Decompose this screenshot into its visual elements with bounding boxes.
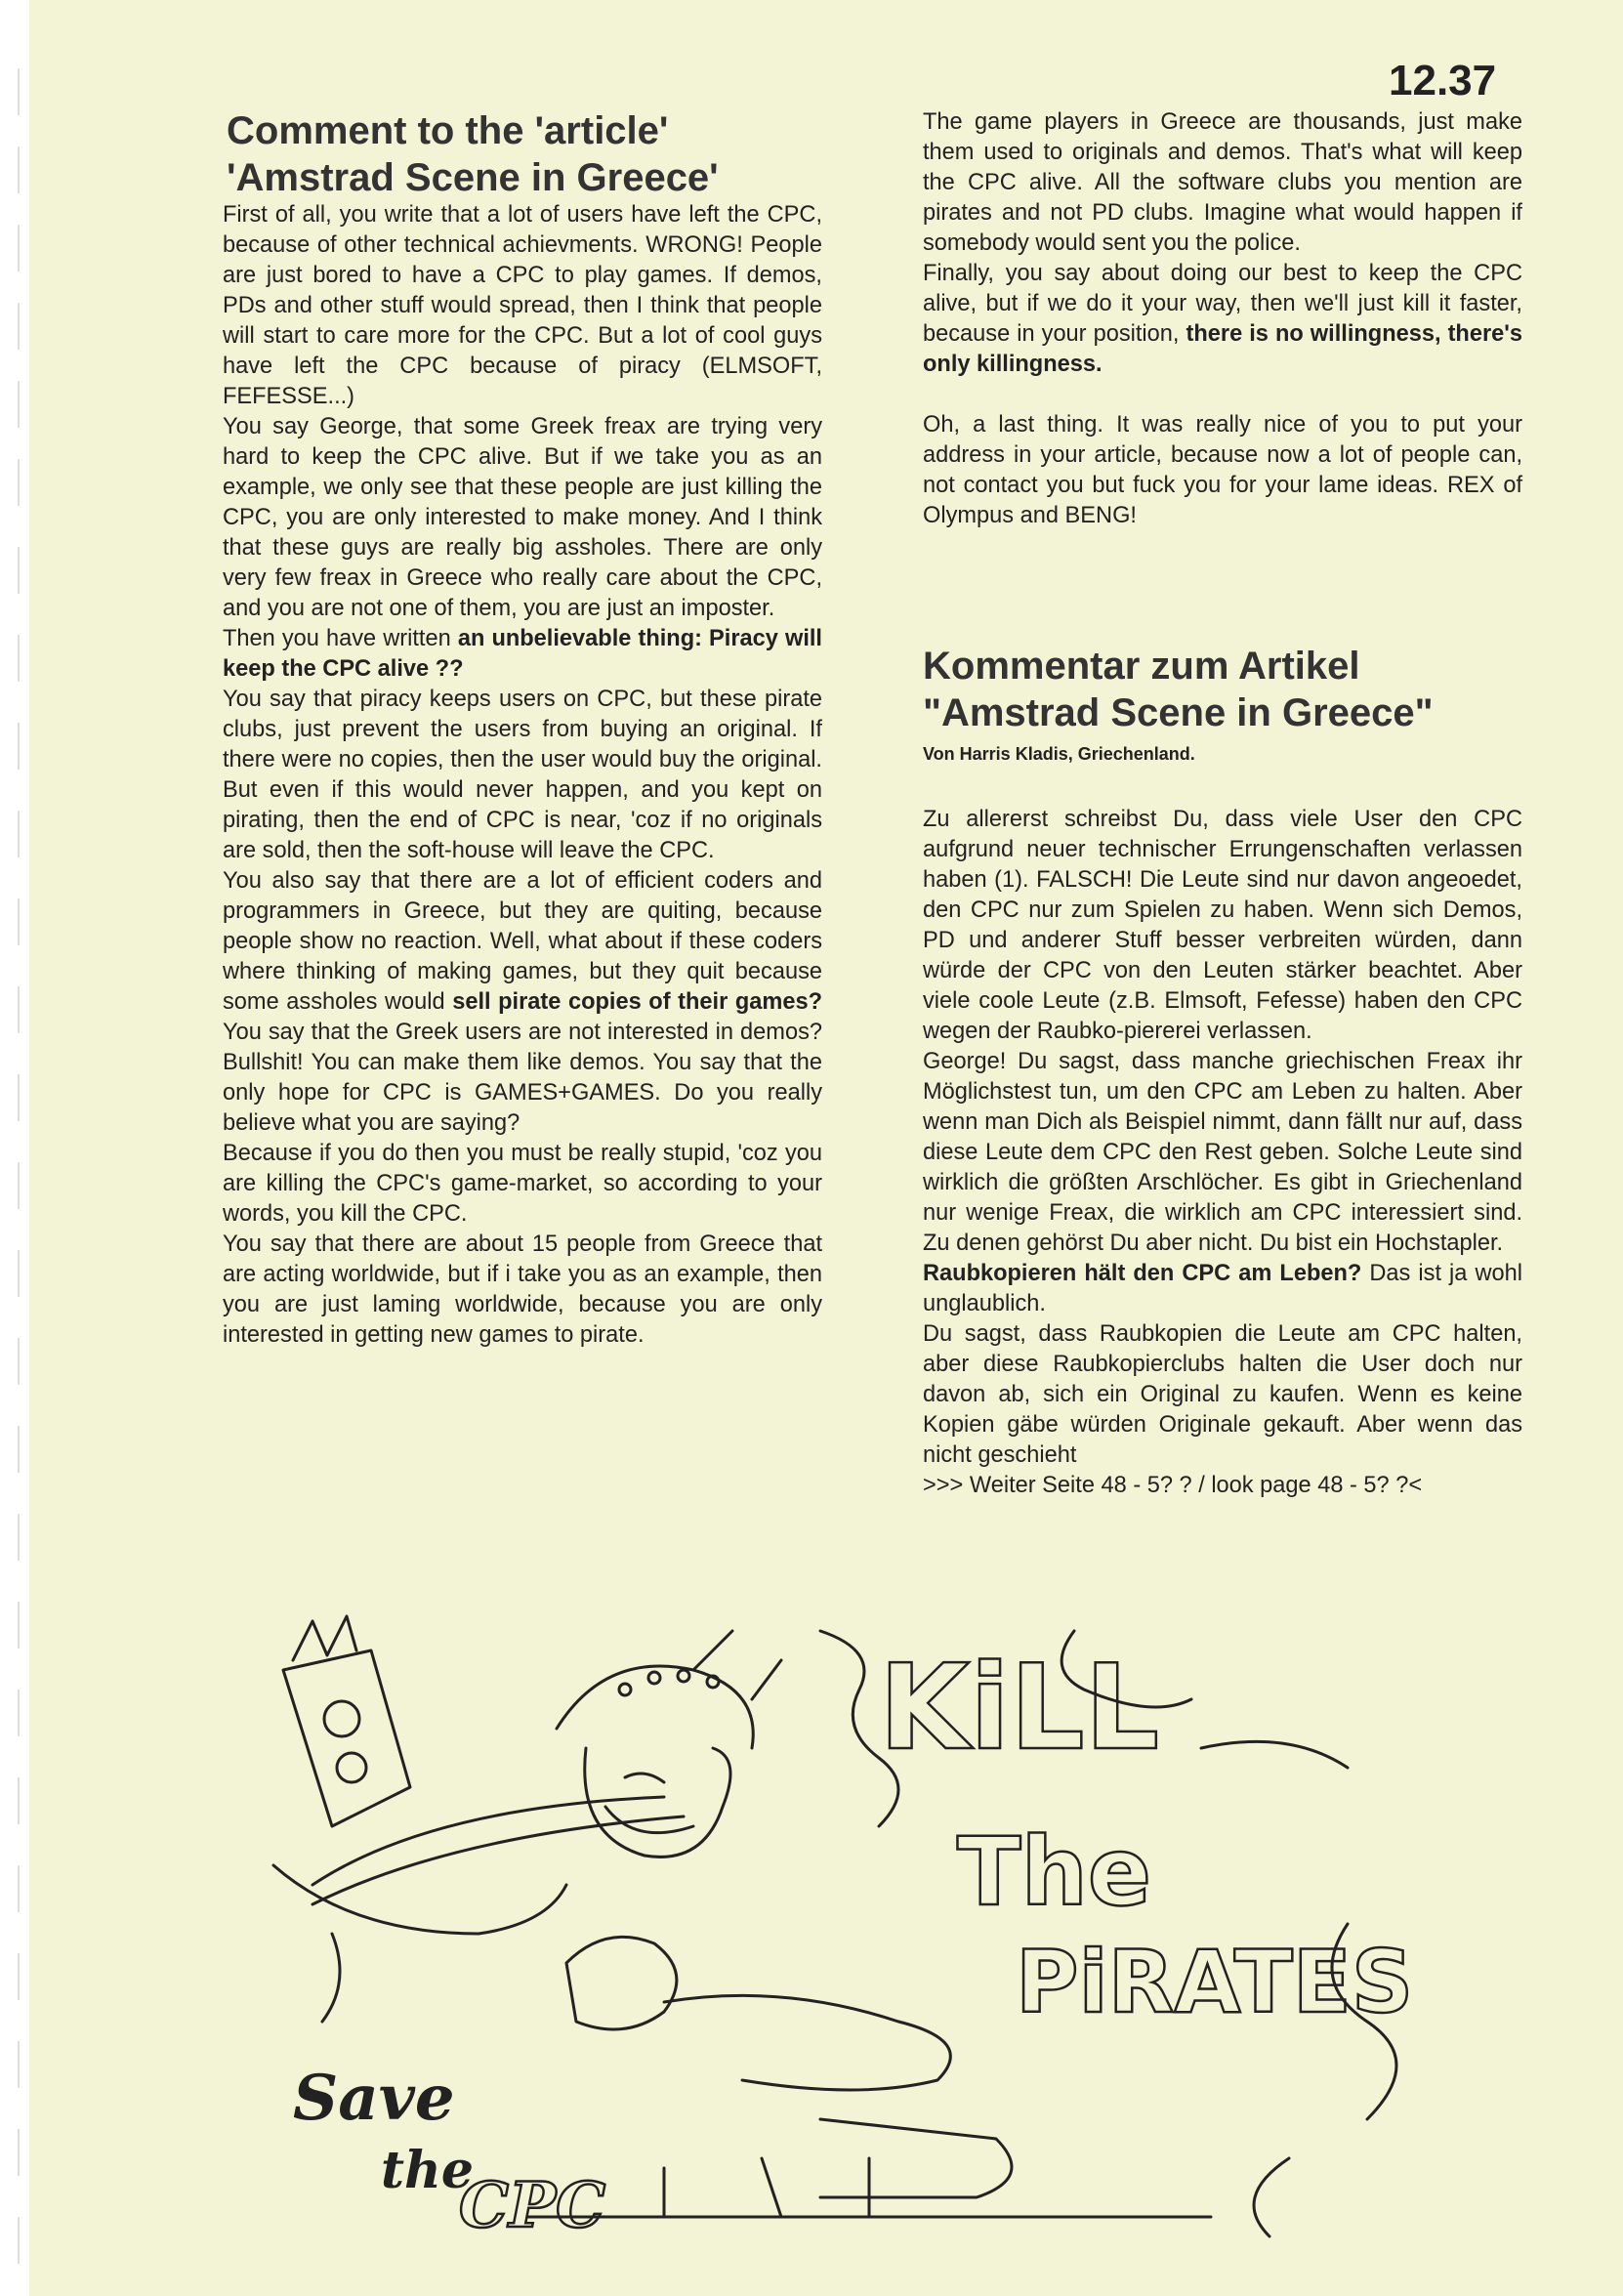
signoff: REX of Olympus and BENG!: [923, 473, 1522, 528]
paragraph: You say George, that some Greek freax are trying very hard to keep the CPC alive. But if we take you as an example, we only see that these people are just killing the CPC, you are only interested to make money. And I think that these guys are really big assholes. There are only very few freax in Greece who really care about the CPC, and you are not one of them, you are just an imposter.: [223, 414, 822, 621]
kill-text: KiLL: [879, 1641, 1160, 1776]
paragraph: First of all, you write that a lot of users have left the CPC, because of other technical achievments. WRONG! People are just bored to have a CPC to play games. If demos, PDs and other stuff would spread, then I think that people will start to care more for the CPC. But a lot of cool guys have left the CPC because of piracy (ELMSOFT, FEFESSE...): [223, 202, 822, 409]
paragraph: Du sagst, dass Raubkopien die Leute am CPC halten, aber diese Raubkopierclubs halten die User doch nur davon ab, sich ein Original zu kaufen. Wenn es keine Kopien gäbe würden Originale gekauft. Aber wenn das nicht geschieht: [923, 1321, 1522, 1468]
text: Finally, you say about doing our best to keep the CPC alive, but if we do it your way, then we'll just kill it faster, because in your position,: [923, 261, 1522, 347]
victim-head: [566, 1937, 677, 2029]
page-number: 12.37: [1389, 57, 1497, 104]
paragraph: The game players in Greece are thousands, just make them used to originals and demos. That's what will keep the CPC alive. All the software clubs you mention are pirates and not PD clubs. Imagine what would happen if somebody would sent you the police.: [923, 109, 1522, 256]
continued-note: >>> Weiter Seite 48 - 5? ? / look page 48 - 5? ?<: [923, 1473, 1423, 1498]
text: Then you have written: [223, 626, 458, 651]
pirates-text: PiRATES: [1016, 1932, 1414, 2032]
right-title-line1: Kommentar zum Artikel: [923, 645, 1360, 688]
pirate-face: [585, 1748, 730, 1857]
paragraph: [223, 866, 822, 1139]
helmet-outline: [557, 1666, 753, 1748]
bold-text: Raubkopieren hält den CPC am Leben?: [923, 1261, 1362, 1286]
paragraph: [923, 259, 1522, 380]
spiral-binding: [0, 0, 29, 2296]
paragraph: [223, 624, 822, 685]
the-text: The: [957, 1817, 1151, 1927]
paragraph: [923, 1259, 1522, 1319]
left-article-body: [223, 200, 822, 1351]
kill-the-pirates-cartoon: [234, 1611, 1504, 2256]
paragraph: You say that piracy keeps users on CPC, but these pirate clubs, just prevent the users from buying an original. If there were no copies, then the user would buy the original. But even if this would never happen, and you kept on pirating, then the end of CPC is near, 'coz if no originals are sold, then the soft-house will leave the CPC.: [223, 687, 822, 863]
bold-text: sell pirate copies of their games?: [452, 989, 823, 1015]
left-article-title: [227, 107, 832, 201]
text: You say that the Greek users are not interested in demos? Bullshit! You can make them like demos. You say that the only hope for CPC is GAMES+GAMES. Do you really believe what you are saying?: [223, 1020, 822, 1136]
text: Oh, a last thing. It was really nice of you to put your address in your article, because now a lot of people can, not contact you but fuck you for your lame ideas.: [923, 412, 1522, 498]
right-title-line2: "Amstrad Scene in Greece": [923, 691, 1434, 734]
right-article-title: [923, 643, 1528, 736]
text: Das ist ja wohl unglaublich.: [923, 1261, 1523, 1316]
barrel: [283, 1650, 410, 1826]
paragraph: Because if you do then you must be really stupid, 'coz you are killing the CPC's game-market, so according to your words, you kill the CPC.: [223, 1141, 822, 1227]
right-article-body: [923, 805, 1522, 1501]
byline: Von Harris Kladis, Griechenland.: [923, 744, 1195, 764]
bold-text: an unbelievable thing: Piracy will keep the CPC alive ??: [223, 626, 822, 682]
cpc-text: CPC: [459, 2169, 605, 2242]
text: You also say that there are a lot of efficient coders and programmers in Greece, but they are quiting, because people show no reaction. Well, what about if these coders where thinking of making games, but they quit because some assholes would: [223, 868, 822, 1015]
save-text: Save: [293, 2062, 455, 2135]
bold-text: there is no willingness, there's only killingness.: [923, 321, 1522, 377]
paragraph: You say that there are about 15 people from Greece that are acting worldwide, but if i take you as an example, then you are just laming worldwide, because you are only interested in getting new games to pirate.: [223, 1231, 822, 1348]
the-cpc-text-small: the: [381, 2141, 474, 2200]
paragraph: George! Du sagst, dass manche griechischen Freax ihr Möglichstest tun, um den CPC am Leben zu halten. Aber wenn man Dich als Beispiel nimmt, dann fällt nur auf, dass diese Leute dem CPC den Rest geben. Solche Leute sind wirklich die größten Arschlöcher. Es gibt in Griechenland nur wenige Freax, die wirklich am CPC interessiert sind. Zu denen gehörst Du aber nicht. Du bist ein Hochstapler.: [923, 1049, 1522, 1256]
left-title-line2: 'Amstrad Scene in Greece': [227, 156, 719, 199]
paragraph: [923, 410, 1522, 531]
right-column-continuation: [923, 107, 1522, 531]
left-title-line1: Comment to the 'article': [227, 109, 669, 152]
paragraph: Zu allererst schreibst Du, dass viele User den CPC aufgrund neuer technischer Errungenschaften verlassen haben (1). FALSCH! Die Leute sind nur davon angeoedet, den CPC nur zum Spielen zu haben. Wenn sich Demos, PD und anderer Stuff besser verbreiten würden, dann würde der CPC von den Leuten stärker beachtet. Aber viele coole Leute (z.B. Elmsoft, Fefesse) haben den CPC wegen der Raubko-piererei verlassen.: [923, 807, 1522, 1044]
